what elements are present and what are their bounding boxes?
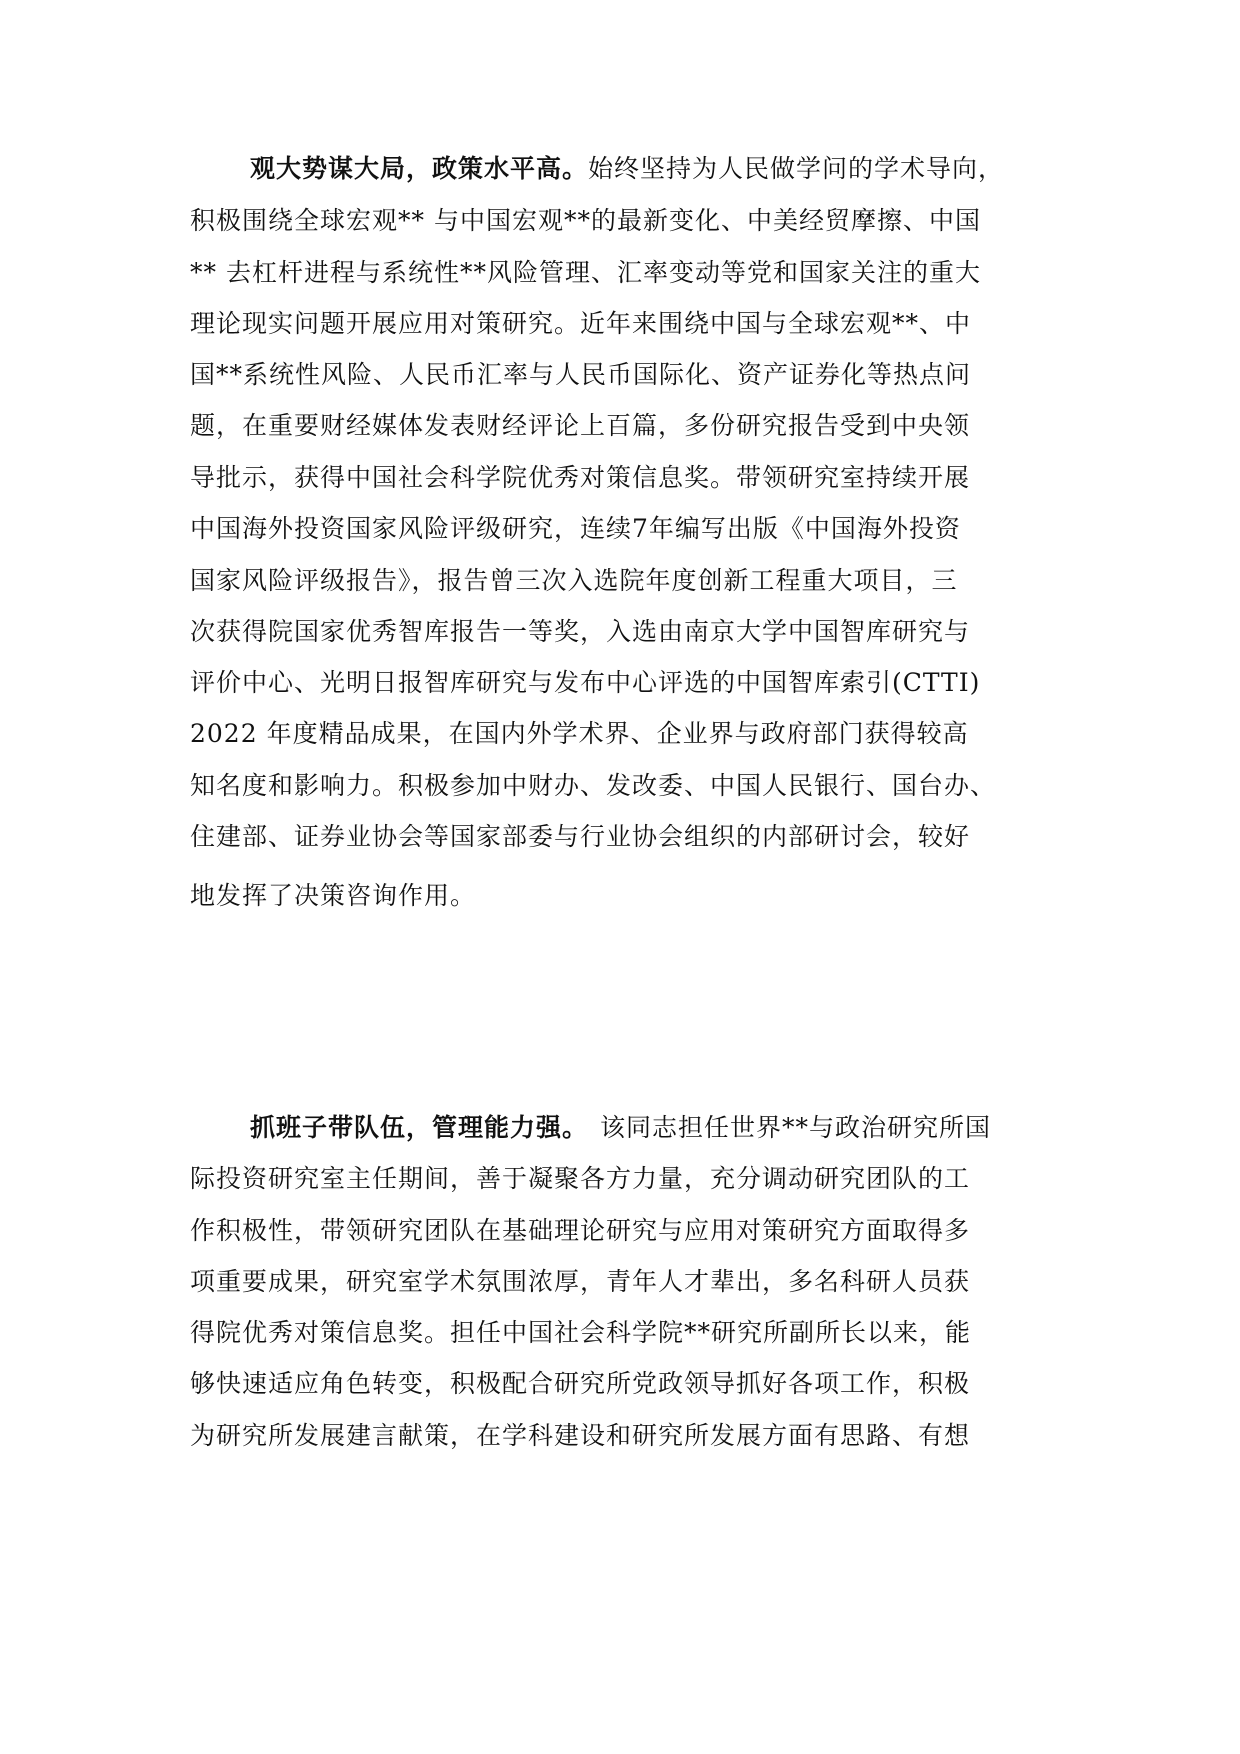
paragraph-2-heading: 抓班子带队伍，管理能力强。 bbox=[250, 1113, 589, 1142]
paragraph-2-line: 够快速适应角色转变，积极配合研究所党政领导抓好各项工作，积极 bbox=[190, 1369, 971, 1398]
paragraph-1-line: ** 去杠杆进程与系统性**风险管理、汇率变动等党和国家关注的重大 bbox=[190, 258, 981, 287]
paragraph-1-first-line bbox=[250, 152, 1050, 186]
paragraph-2-line: 得院优秀对策信息奖。担任中国社会科学院**研究所副所长以来，能 bbox=[190, 1318, 972, 1347]
paragraph-1-line: 国家风险评级报告》，报告曾三次入选院年度创新工程重大项目，三 bbox=[190, 566, 958, 595]
paragraph-1-line: 题，在重要财经媒体发表财经评论上百篇，多份研究报告受到中央领 bbox=[190, 411, 971, 440]
paragraph-2-line: 该同志担任世界**与政治研究所国 bbox=[600, 1113, 992, 1142]
paragraph-1-line: 评价中心、光明日报智库研究与发布中心评选的中国智库索引(CTTI) bbox=[190, 668, 981, 697]
paragraph-2-line: 际投资研究室主任期间，善于凝聚各方力量，充分调动研究团队的工 bbox=[190, 1164, 971, 1193]
paragraph-2-first-line bbox=[250, 1111, 1050, 1145]
paragraph-1-line: 始终坚持为人民做学问的学术导向， bbox=[588, 154, 1005, 183]
paragraph-1-line: 导批示，获得中国社会科学院优秀对策信息奖。带领研究室持续开展 bbox=[190, 463, 971, 492]
paragraph-1-line: 次获得院国家优秀智库报告一等奖，入选由南京大学中国智库研究与 bbox=[190, 617, 971, 646]
paragraph-1-heading: 观大势谋大局，政策水平高。 bbox=[250, 154, 589, 183]
paragraph-1-line: 2022 年度精品成果，在国内外学术界、企业界与政府部门获得较高 bbox=[190, 719, 969, 748]
paragraph-1-line: 积极围绕全球宏观** 与中国宏观**的最新变化、中美经贸摩擦、中国 bbox=[190, 206, 981, 235]
paragraph-1-line: 国**系统性风险、人民币汇率与人民币国际化、资产证券化等热点问 bbox=[190, 360, 972, 389]
paragraph-1-line: 住建部、证券业协会等国家部委与行业协会组织的内部研讨会，较好 bbox=[190, 822, 971, 851]
paragraph-1-line: 理论现实问题开展应用对策研究。近年来围绕中国与全球宏观**、中 bbox=[190, 309, 972, 338]
paragraph-2-line: 作积极性，带领研究团队在基础理论研究与应用对策研究方面取得多 bbox=[190, 1216, 971, 1245]
paragraph-2-line: 项重要成果，研究室学术氛围浓厚，青年人才辈出，多名科研人员获 bbox=[190, 1267, 971, 1296]
paragraph-1-line: 地发挥了决策咨询作用。 bbox=[190, 881, 477, 910]
paragraph-2-line: 为研究所发展建言献策，在学科建设和研究所发展方面有思路、有想 bbox=[190, 1421, 971, 1450]
paragraph-1-line: 中国海外投资国家风险评级研究，连续7年编写出版《中国海外投资 bbox=[190, 514, 961, 543]
paragraph-1-line: 知名度和影响力。积极参加中财办、发改委、中国人民银行、国台办、 bbox=[190, 771, 997, 800]
